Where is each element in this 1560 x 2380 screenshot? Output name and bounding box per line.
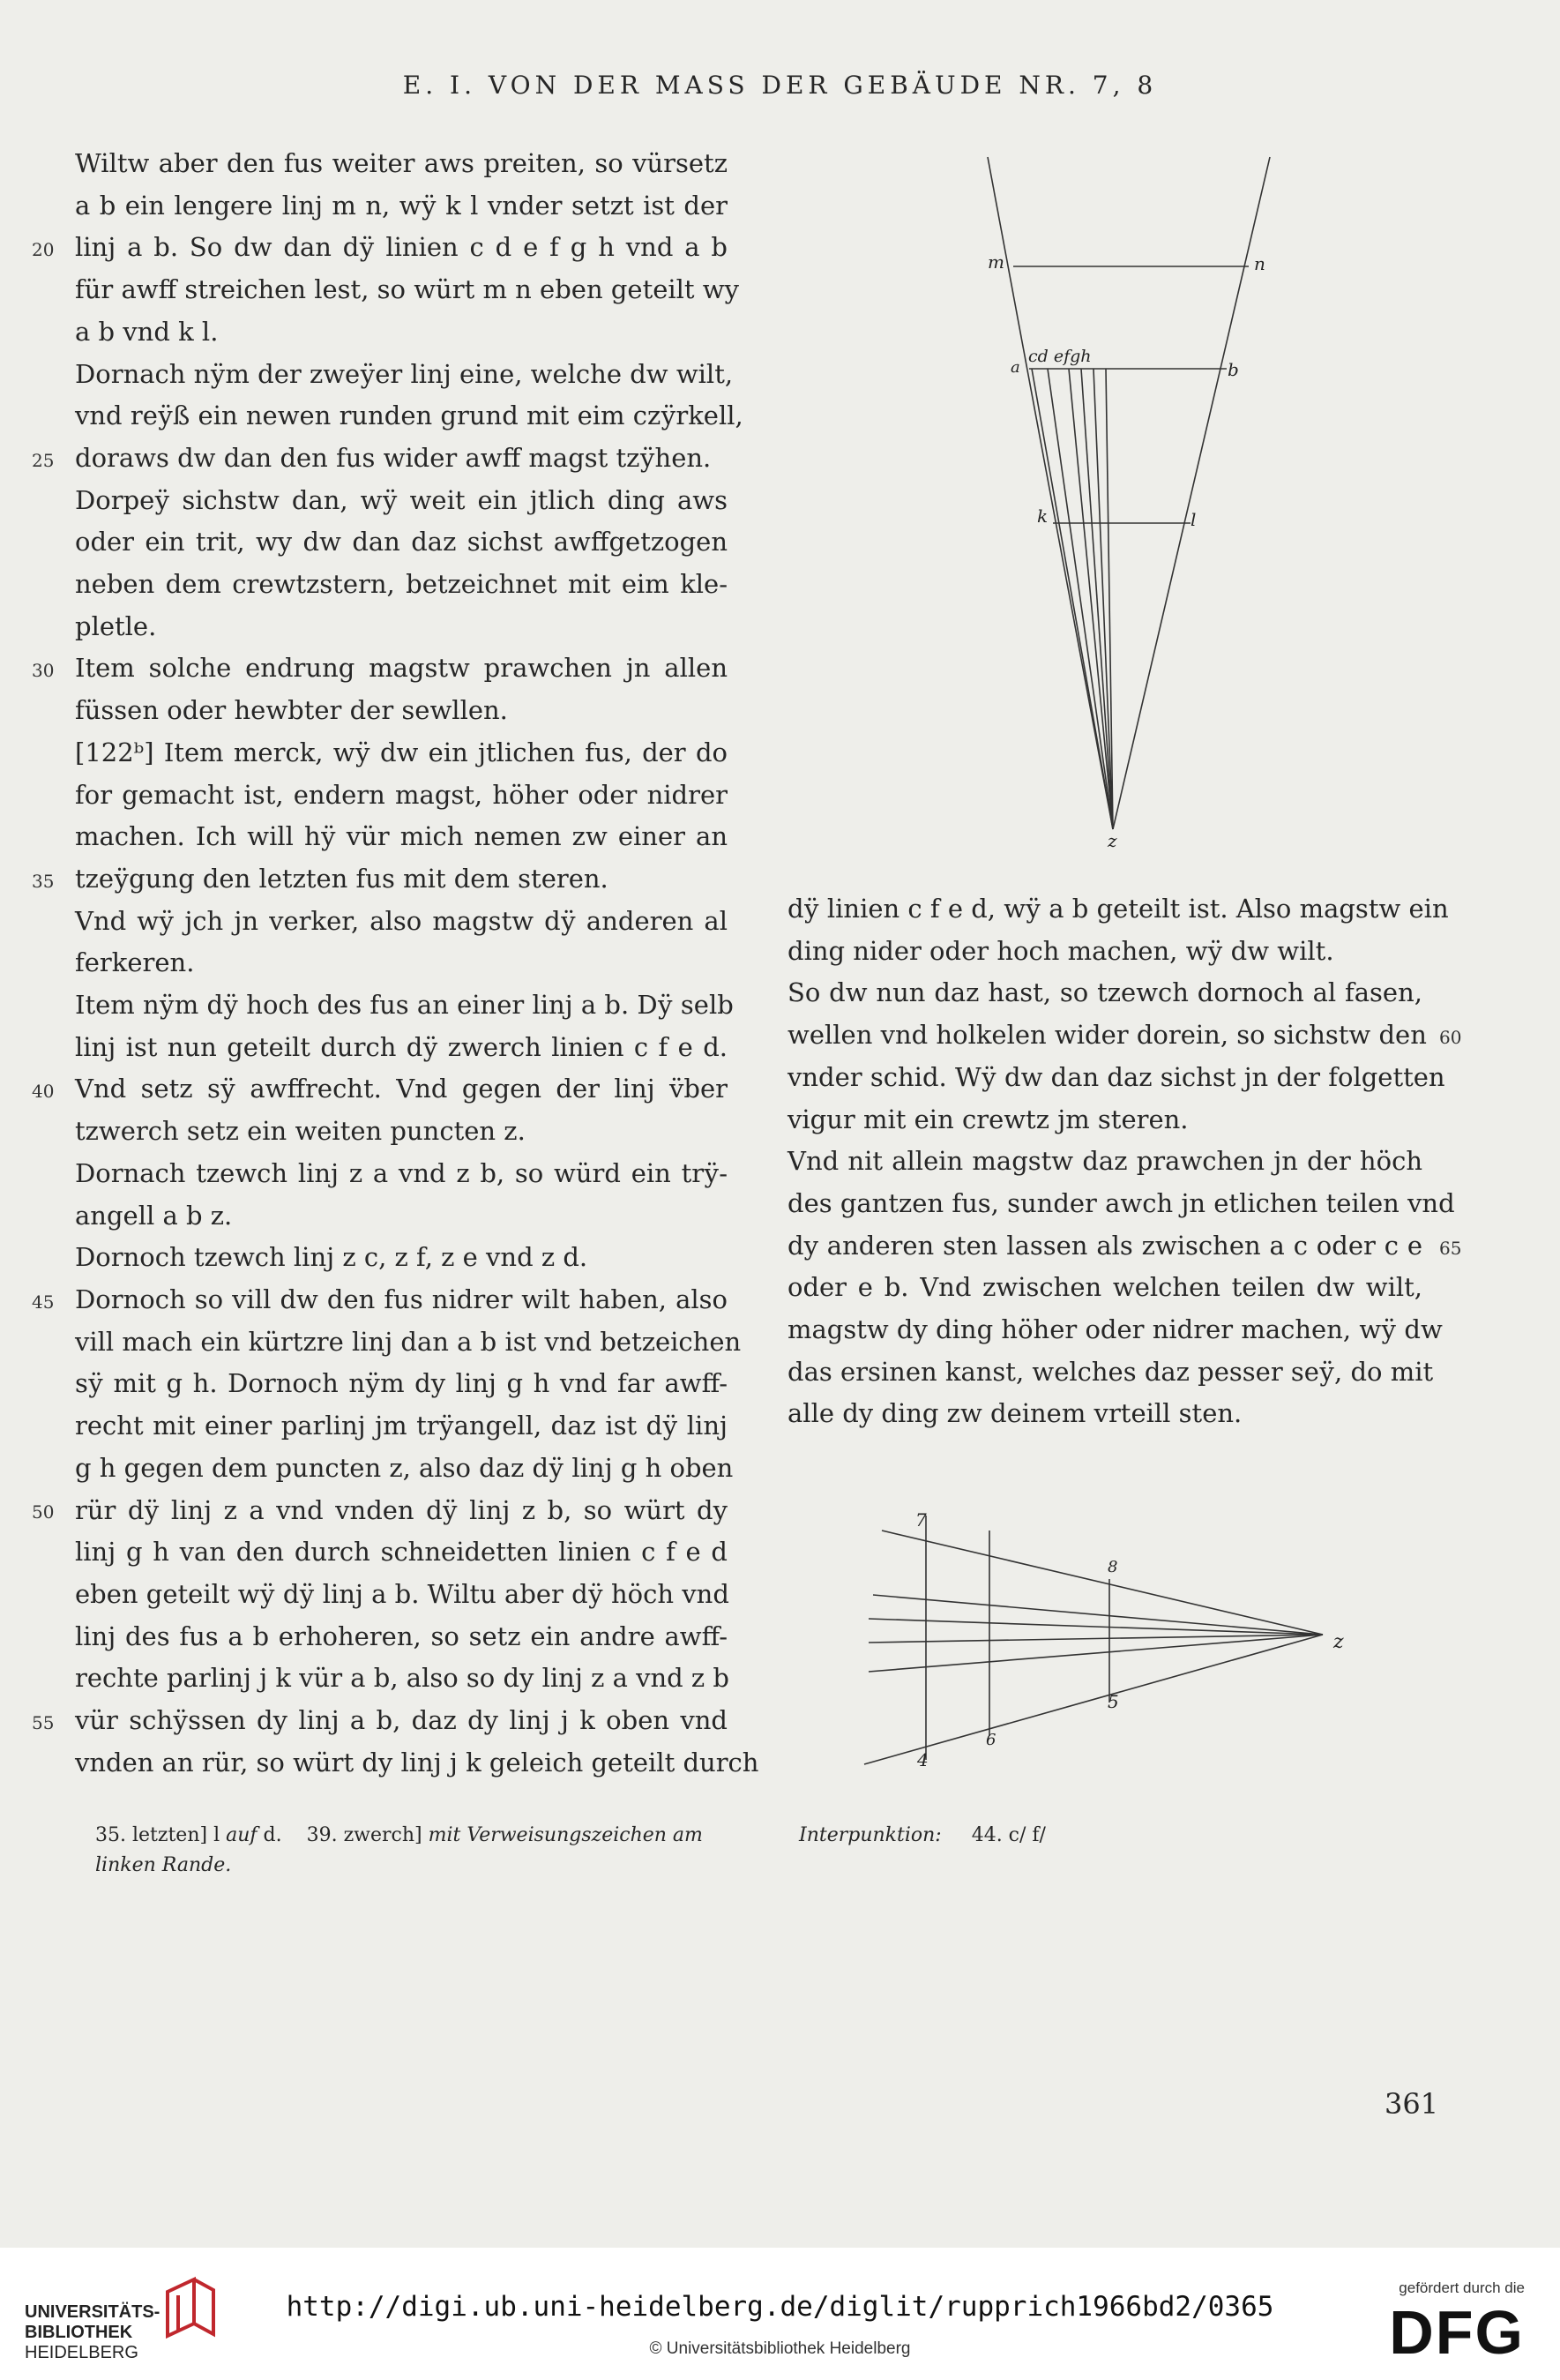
footnote-right-text: 44. c/ f/ <box>971 1824 1046 1846</box>
text-line: linj des fus a b erhoheren, so setz ein andre awff- <box>75 1620 728 1651</box>
fig1-label-k: k <box>1037 505 1049 527</box>
text-line: dy anderen sten lassen als zwischen a c oder c e <box>787 1230 1422 1261</box>
line-number: 25 <box>32 449 55 471</box>
line-number: 45 <box>32 1291 55 1313</box>
footnote-right <box>799 1821 1328 1851</box>
text-line: vigur mit ein crewtz jm steren. <box>787 1104 1189 1134</box>
fig2-label-7: 7 <box>915 1509 927 1531</box>
text-line: eben geteilt wӱ dӱ linj a b. Wiltu aber dӱ höch vnd <box>75 1578 729 1609</box>
text-line: Item nӱm dӱ hoch des fus an einer linj a b. Dӱ selb <box>75 990 734 1021</box>
text-line: füssen oder hewbter der sewllen. <box>75 695 508 726</box>
library-name-line3: HEIDELBERG <box>25 2343 138 2362</box>
footnote-left-line2: linken Rande. <box>95 1854 232 1876</box>
text-line: Dornoch so vill dw den fus nidrer wilt haben, also <box>75 1284 728 1314</box>
text-line: Dorpeӱ sichstw dan, wӱ weit ein jtlich ding aws <box>75 484 728 515</box>
fig2-ray-1 <box>873 1595 1323 1635</box>
text-line: rür dӱ linj z a vnd vnden dӱ linj z b, so würt dy <box>75 1494 728 1525</box>
text-line: dӱ linien c f e d, wӱ a b geteilt ist. Also magstw ein <box>787 894 1449 924</box>
text-line: sӱ mit g h. Dornoch nӱm dy linj g h vnd far awff- <box>75 1368 728 1399</box>
footnote-left-text-c: d. 39. zwerch] <box>257 1824 429 1846</box>
line-number: 20 <box>32 239 55 261</box>
line-number: 65 <box>1439 1237 1462 1259</box>
text-line: ding nider oder hoch machen, wӱ dw wilt. <box>787 935 1334 966</box>
text-line: vür schӱssen dy linj a b, daz dy linj j k oben vnd <box>75 1705 728 1736</box>
source-url-link[interactable]: http://digi.ub.uni-heidelberg.de/diglit/rupprich1966bd2/0365 <box>286 2291 1274 2323</box>
text-line: pletle. <box>75 610 157 641</box>
funded-by-label: gefördert durch die <box>1399 2279 1525 2296</box>
text-line: doraws dw dan den fus wider awff magst tzӱhen. <box>75 442 712 473</box>
text-line: Item solche endrung magstw prawchen jn allen <box>75 653 728 684</box>
fig2-upper-line <box>882 1531 1323 1635</box>
text-line: [122ᵇ] Item merck, wӱ dw ein jtlichen fus, der do <box>75 737 728 767</box>
fig1-label-l: l <box>1191 509 1197 530</box>
line-number: 55 <box>32 1711 55 1733</box>
fig1-label-z: z <box>1108 830 1117 851</box>
text-line: Dornach tzewch linj z a vnd z b, so würd ein trӱ- <box>75 1157 728 1188</box>
fig2-label-4: 4 <box>917 1749 929 1770</box>
text-line: vill mach ein kürtzre linj dan a b ist vnd betzeichen <box>75 1326 742 1357</box>
line-number: 30 <box>32 660 55 682</box>
fig2-ray-2 <box>869 1619 1323 1635</box>
text-line: linj ist nun geteilt durch dӱ zwerch linien c f e d. <box>75 1031 728 1062</box>
text-line: So dw nun daz hast, so tzewch dornoch al fasen, <box>787 977 1422 1008</box>
text-line: linj g h van den durch schneidetten linien c f e d <box>75 1537 728 1568</box>
text-line: vnden an rür, so würt dy linj j k geleich geteilt durch <box>75 1747 759 1778</box>
text-line: recht mit einer parlinj jm trӱangell, daz ist dӱ linj <box>75 1411 728 1441</box>
text-line: neben dem crewtzstern, betzeichnet mit eim kle- <box>75 569 728 600</box>
text-line: rechte parlinj j k vür a b, also so dy linj z a vnd z b <box>75 1663 729 1694</box>
text-line: Vnd nit allein magstw daz prawchen jn der höch <box>787 1146 1422 1177</box>
text-line: Dornach nӱm der zweӱer linj eine, welche dw wilt, <box>75 358 734 389</box>
footnote-right-label: Interpunktion: <box>799 1824 942 1846</box>
fig2-label-5: 5 <box>1108 1691 1119 1712</box>
left-text-column <box>75 143 759 1784</box>
fig2-label-6: 6 <box>986 1731 996 1749</box>
fig1-line-zb-extended <box>1113 157 1270 829</box>
fig1-label-cdefgh: cd efgh <box>1028 347 1092 366</box>
text-line: das ersinen kanst, welches daz pesser seӱ, do mit <box>787 1356 1434 1387</box>
text-line: a b ein lengere linj m n, wӱ k l vnder setzt ist der <box>75 190 728 221</box>
text-line: oder e b. Vnd zwischen welchen teilen dw wilt, <box>787 1272 1422 1303</box>
fig2-lower-line <box>864 1635 1323 1764</box>
fig1-line-zc <box>1032 369 1113 829</box>
footnote-left-text-a: 35. letzten] l <box>95 1824 227 1846</box>
fig2-ray-3 <box>869 1635 1323 1643</box>
text-line: Wiltw aber den fus weiter aws preiten, so vürsetz <box>75 148 728 178</box>
dfg-logo: DFG <box>1389 2298 1525 2367</box>
text-line: a b vnd k l. <box>75 316 219 347</box>
figure-triangle-construction <box>966 150 1301 873</box>
text-line: für awff streichen lest, so würt m n eben geteilt wy <box>75 274 740 305</box>
text-line: angell a b z. <box>75 1200 233 1231</box>
text-line: tzeӱgung den letzten fus mit dem steren. <box>75 863 608 894</box>
text-line: alle dy ding zw deinem vrteill sten. <box>787 1398 1243 1429</box>
text-line: magstw dy ding höher oder nidrer machen, wӱ dw <box>787 1314 1443 1345</box>
fig1-label-m: m <box>988 251 1004 273</box>
footnote-left <box>95 1821 748 1881</box>
copyright-notice: © Universitätsbibliothek Heidelberg <box>649 2339 911 2358</box>
library-name-line1: UNIVERSITÄTS- <box>25 2302 160 2322</box>
text-line: vnd reӱß ein newen runden grund mit eim czӱrkell, <box>75 400 743 431</box>
fig2-label-z: z <box>1333 1631 1344 1653</box>
line-number: 60 <box>1439 1027 1462 1049</box>
fig1-label-n: n <box>1254 253 1265 274</box>
footnote-left-text-d: mit Verweisungszeichen am <box>428 1824 703 1846</box>
text-line: for gemacht ist, endern magst, höher oder nidrer <box>75 779 728 810</box>
text-line: Dornoch tzewch linj z c, z f, z e vnd z d. <box>75 1242 588 1273</box>
text-line: wellen vnd holkelen wider dorein, so sichstw den <box>787 1020 1427 1051</box>
text-line: Vnd wӱ jch jn verker, also magstw dӱ anderen al <box>75 905 728 936</box>
library-name-line2: BIBLIOTHEK <box>25 2323 133 2342</box>
line-number: 40 <box>32 1081 55 1103</box>
text-line: machen. Ich will hӱ vür mich nemen zw einer an <box>75 821 728 852</box>
fig1-label-a: a <box>1011 358 1020 377</box>
text-line: tzwerch setz ein weiten puncten z. <box>75 1116 526 1147</box>
fig1-label-b: b <box>1228 359 1239 380</box>
text-line: g h gegen dem puncten z, also daz dӱ linj g h oben <box>75 1452 734 1483</box>
line-number: 50 <box>32 1501 55 1523</box>
page-number: 361 <box>1385 2087 1439 2121</box>
text-line: des gantzen fus, sunder awch jn etlichen teilen vnd <box>787 1187 1455 1218</box>
footnote-left-text-b: auf <box>226 1824 258 1846</box>
fig1-line-za-extended <box>988 157 1113 829</box>
fig2-label-8: 8 <box>1108 1558 1118 1576</box>
text-line: Vnd setz sӱ awffrecht. Vnd gegen der linj v̈ber <box>75 1074 728 1104</box>
text-line: vnder schid. Wӱ dw dan daz sichst jn der folgetten <box>787 1061 1445 1092</box>
fig2-ray-4 <box>869 1635 1323 1672</box>
running-header: E. I. VON DER MASS DER GEBÄUDE NR. 7, 8 <box>402 71 1158 100</box>
text-line: ferkeren. <box>75 947 195 978</box>
text-line: linj a b. So dw dan dӱ linien c d e f g h vnd a b <box>75 232 728 263</box>
line-number: 35 <box>32 870 55 892</box>
text-line: oder ein trit, wy dw dan daz sichst awffgetzogen <box>75 527 728 558</box>
figure-horizontal-triangle <box>855 1500 1358 1782</box>
